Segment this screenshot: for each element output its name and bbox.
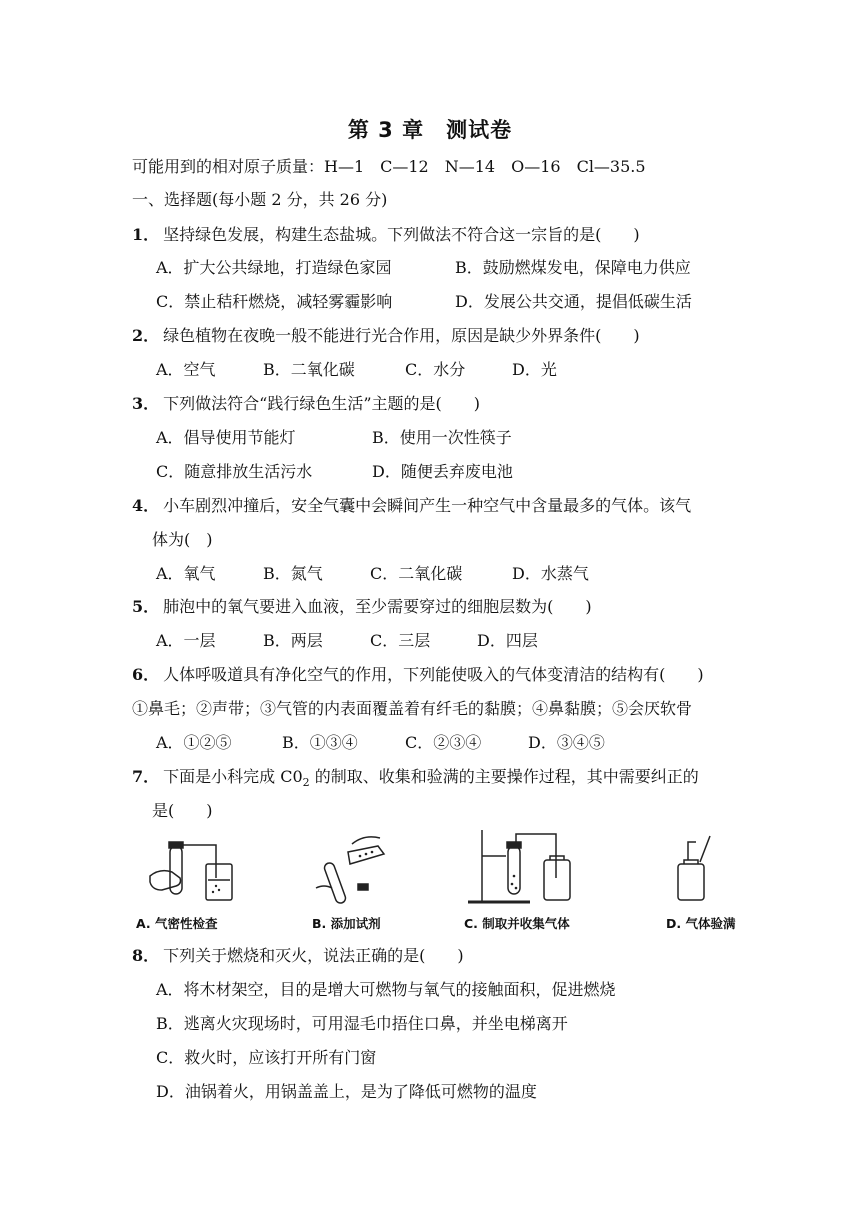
option-c: C．三层 <box>370 631 431 650</box>
question-text: 的制取、收集和验满的主要操作过程，其中需要纠正的 <box>309 767 699 786</box>
caption-b: B. 添加试剂 <box>312 916 381 931</box>
option-a: A．①②⑤ <box>156 733 232 752</box>
question-text: 下列做法符合“践行绿色生活”主题的是( ) <box>163 394 480 413</box>
question-number: 7． <box>132 767 160 786</box>
option-b: B．逃离火灾现场时，可用湿毛巾捂住口鼻，并坐电梯离开 <box>156 1014 568 1033</box>
atomic-masses: 可能用到的相对原子质量：H—1 C—12 N—14 O—16 Cl—35.5 <box>132 157 646 176</box>
caption-c: C. 制取并收集气体 <box>464 916 570 931</box>
question-8 <box>132 946 464 966</box>
option-c: C．②③④ <box>405 733 482 752</box>
question-number: 2． <box>132 326 160 345</box>
option-c: C．禁止秸秆燃烧，减轻雾霾影响 <box>156 292 393 311</box>
question-text-cont: 是( ) <box>152 801 213 820</box>
gas-verification-illustration <box>666 826 726 911</box>
experiment-figure <box>130 826 736 936</box>
option-a: A．倡导使用节能灯 <box>156 428 296 447</box>
option-a: A．一层 <box>156 631 216 650</box>
question-text-cont: 体为( ) <box>152 530 213 549</box>
option-d: D．发展公共交通，提倡低碳生活 <box>455 292 692 311</box>
option-b: B．使用一次性筷子 <box>372 428 512 447</box>
question-text: 绿色植物在夜晚一般不能进行光合作用，原因是缺少外界条件( ) <box>163 326 640 345</box>
option-a: A．扩大公共绿地，打造绿色家园 <box>156 258 392 277</box>
question-text: 小车剧烈冲撞后，安全气囊中会瞬间产生一种空气中含量最多的气体。该气 <box>163 496 692 515</box>
question-6 <box>132 665 704 685</box>
option-b: B．①③④ <box>282 733 358 752</box>
option-c: C．随意排放生活污水 <box>156 462 313 481</box>
option-b: B．二氧化碳 <box>263 360 355 379</box>
question-number: 8． <box>132 946 160 965</box>
section-heading: 一、选择题(每小题 2 分，共 26 分) <box>132 190 388 209</box>
caption-d: D. 气体验满 <box>666 916 736 931</box>
option-d: D．光 <box>512 360 557 379</box>
option-b: B．氮气 <box>263 564 323 583</box>
question-text: 下列关于燃烧和灭火，说法正确的是( ) <box>163 946 464 965</box>
option-d: D．油锅着火，用锅盖盖上，是为了降低可燃物的温度 <box>156 1082 537 1101</box>
option-d: D．随便丢弃废电池 <box>372 462 513 481</box>
subscript: 2 <box>302 776 310 790</box>
question-7 <box>132 767 699 793</box>
question-4 <box>132 496 691 516</box>
caption-a: A. 气密性检查 <box>136 916 218 931</box>
option-c: C．救火时，应该打开所有门窗 <box>156 1048 377 1067</box>
option-a: A．将木材架空，目的是增大可燃物与氧气的接触面积，促进燃烧 <box>156 980 616 999</box>
question-text: 人体呼吸道具有净化空气的作用，下列能使吸入的气体变清洁的结构有( ) <box>163 665 704 684</box>
question-number: 3． <box>132 394 160 413</box>
option-d: D．四层 <box>477 631 538 650</box>
produce-collect-gas-illustration <box>460 826 580 911</box>
option-c: C．水分 <box>405 360 466 379</box>
add-reagent-illustration <box>308 826 398 911</box>
question-1 <box>132 225 640 245</box>
question-text: 肺泡中的氧气要进入血液，至少需要穿过的细胞层数为( ) <box>163 597 592 616</box>
option-d: D．③④⑤ <box>528 733 605 752</box>
question-text: 坚持绿色发展，构建生态盐城。下列做法不符合这一宗旨的是( ) <box>163 225 640 244</box>
airtightness-check-illustration <box>140 826 250 911</box>
question-number: 1． <box>132 225 160 244</box>
option-b: B．两层 <box>263 631 323 650</box>
question-text: 下面是小科完成 C0 <box>163 767 303 786</box>
question-number: 5． <box>132 597 160 616</box>
option-b: B．鼓励燃煤发电，保障电力供应 <box>455 258 691 277</box>
question-2 <box>132 326 640 346</box>
option-a: A．氧气 <box>156 564 216 583</box>
option-c: C．二氧化碳 <box>370 564 463 583</box>
page-title: 第 3 章 测试卷 <box>347 118 513 142</box>
question-number: 4． <box>132 496 160 515</box>
question-3 <box>132 394 480 414</box>
option-d: D．水蒸气 <box>512 564 589 583</box>
option-a: A．空气 <box>156 360 216 379</box>
question-number: 6． <box>132 665 160 684</box>
question-5 <box>132 597 592 617</box>
question-text-cont: ①鼻毛；②声带；③气管的内表面覆盖着有纤毛的黏膜；④鼻黏膜；⑤会厌软骨 <box>132 699 693 718</box>
